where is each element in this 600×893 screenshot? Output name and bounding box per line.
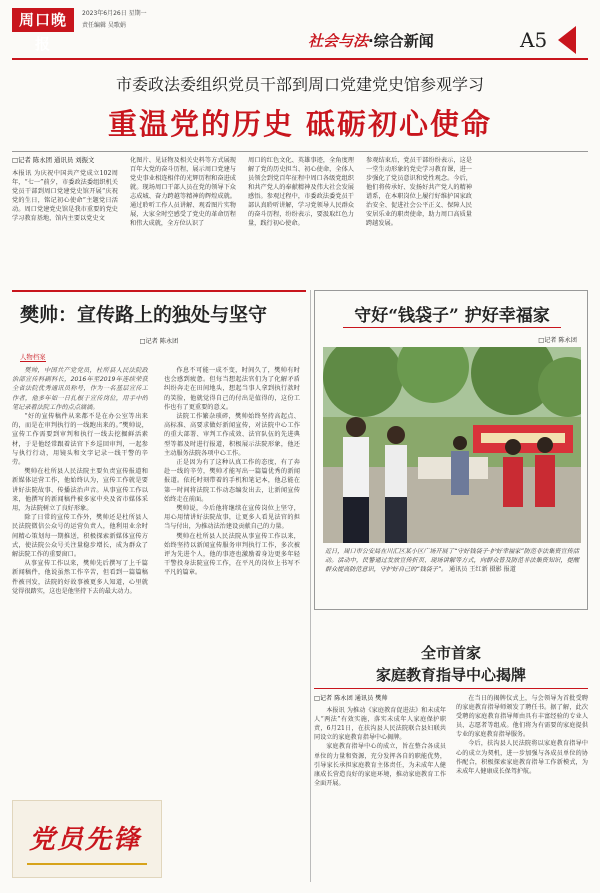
- feature-paragraph: “好的宣传稿件从来都不是在办公室等出来的，而是在审判执行的一线跑出来的。”樊帅说，宣传工作需要到审判和执行一线去挖掘鲜活素材，于是他经常跟着法官下乡巡回审判，一起参与执行行动，用镜头和文字记录一线干警的辛劳。: [12, 413, 148, 467]
- photo-story-title: 守好“钱袋子” 护好幸福家: [354, 306, 550, 326]
- feature-paragraph: 樊帅在杜所县人民法院主要负责宣传报道和新媒体运营工作，他始终认为，宣传工作就是要讲好法院故事、传播法治声音。从事宣传工作以来，他撰写的新闻稿件被多家中央及省市媒体采用，为法院树立了良好形象。: [12, 468, 148, 513]
- newspaper-logo: 周口晚报: [12, 8, 74, 32]
- feature-paragraph: 作息不可能一成不变，时间久了，樊帅有时也会感到疲惫。但每当想起法官们为了化解矛盾纠纷奔走在田间地头，想起当事人拿到执行款时的笑脸，他就觉得自己的付出是值得的，这份工作也有了更重要的意义。: [164, 367, 300, 411]
- feature-paragraph: 樊帅说，今后他将继续在宣传岗位上坚守，用心用情讲好法院故事，让更多人看见法官的担当与付出，为推动法治建设贡献自己的力量。: [164, 505, 300, 531]
- column-divider: [310, 290, 311, 882]
- story-title-line-1: 全市首家: [420, 644, 481, 662]
- feature-paragraph: 樊帅在杜所县人民法院从事宣传工作以来，始终坚持以新闻宣传服务审判执行工作，多次被评为先进个人，他的事迹也激励着身边更多年轻干警投身法院宣传工作，在平凡的岗位上书写不平凡的篇章。: [164, 532, 300, 577]
- lead-column-3: 周口的红色文化、英雄事迹，全角度理解了党的历史担当、初心使命，全体人员领会到党百年征程中周口各级党组织和共产党人的奉献精神及伟大社会发展感悟。参观过程中，市委政法委党员干部认真聆听讲解，学习党领导人民群众的奋斗历程，纷纷表示，要汲取红色力量，践行初心使命。: [248, 157, 354, 227]
- feature-column-2: [164, 366, 300, 878]
- lead-column-4: 参观结束后，党员干部纷纷表示，这是一堂生动形象的党史学习教育课，进一步强化了党员意识和党性观念。今后，他们将传承好、发扬好共产党人的精神谱系，在本职岗位上履行好维护国家政治安全、促进社会公平正义、保障人民安居乐业的职责使命，助力周口高质量跨越发展。: [366, 157, 472, 227]
- feature-header: [12, 290, 306, 330]
- issue-date: 2023年6月26日 星期一: [82, 10, 147, 17]
- chevron-left-icon: [558, 26, 576, 54]
- story-title-rule: [314, 688, 588, 689]
- event-photo-illustration: [323, 347, 581, 543]
- masthead-divider: [12, 58, 588, 60]
- badge-underline: [27, 863, 147, 865]
- feature-title: 樊帅：宣传路上的独处与坚守: [20, 304, 268, 326]
- story-paragraph: 家庭教育指导中心的成立，旨在整合各成员单位的力量和资源，充分发挥各自的职能优势，引导家长承担家庭教育主体责任，为未成年人健康成长营造良好的家庭环境，推动家庭教育工作全面开展。: [314, 743, 446, 787]
- story-paragraph: 本报讯 为推动《家庭教育促进法》和未成年人“两法”有效实施，落实未成年人家庭保护职责，6月21日，在扶沟县人民法院联合县妇联共同设立的家庭教育指导中心揭牌。: [314, 707, 446, 742]
- section-name: [308, 30, 434, 51]
- profile-tag: 人物档案: [20, 353, 46, 361]
- section-prefix: 社会与法: [308, 32, 369, 50]
- story-column-1: [314, 694, 446, 880]
- feature-lead-paragraph: 樊帅，中国共产党党员，杜所县人民法院政治部宣传科副科长，2016年至2019年连续荣获全省法院优秀通讯员称号，作为一名基层宣传工作者，他多年如一日扎根于宣传岗位，用手中的笔记录着法院工作的点点滴滴。: [12, 367, 148, 411]
- feature-paragraph: 法院工作繁杂琐碎，樊帅始终坚持高起点、高标准、高要求做好新闻宣传，对法院中心工作的重大部署、审判工作成效、法官队伍的先进典型等都及时进行报道，积极展示法院形象，他还主动服务法院各项中心工作。: [164, 413, 300, 457]
- lead-kicker: 市委政法委组织党员干部到周口党建党史馆参观学习: [115, 75, 484, 94]
- feature-paragraph: 正是因为有了这种认真工作的态度，有了奔赴一线的辛劳，樊帅才能写出一篇篇优秀的新闻报道。依托时刻带着的手机和笔记本，他总能在第一时间将法院工作动态编发出去，让新闻宣传始终走在前面。: [164, 459, 300, 503]
- editor-line: 责任编辑 吴歌娟: [82, 22, 126, 29]
- photo-story-title-rule: [343, 327, 561, 328]
- photo-story-byline: □记者 陈永团: [538, 337, 577, 344]
- photo-story: [314, 290, 588, 610]
- masthead: [0, 0, 600, 62]
- party-pioneer-badge: [12, 800, 162, 878]
- lead-divider: [12, 151, 588, 152]
- story-paragraph: 在当日的揭牌仪式上，与会领导为首批受聘的家庭教育指导师颁发了聘任书。据了解，此次受聘的家庭教育指导师由具有丰富经验的专业人员、志愿者等组成。他们将为有需要的家庭提供专业的家庭教育指导服务。: [456, 695, 588, 739]
- photo-caption: [325, 547, 579, 574]
- event-photo: [323, 347, 581, 543]
- lead-column-1: [12, 156, 118, 284]
- feature-byline: □记者 陈永团: [139, 338, 179, 345]
- feature-paragraph: 从事宣传工作以来，樊帅先后撰写了上千篇新闻稿件，他说虽然工作辛苦，但看到一篇篇稿件被刊发，法院的好故事被更多人知道，心里就觉得很踏实，这也是他坚持下去的最大动力。: [12, 560, 148, 595]
- feature-paragraph: 除了日常的宣传工作外，樊帅还是杜所县人民法院微信公众号的运营负责人，他利用业余时间精心策划每一期推送，积极探索新媒体宣传方式，使法院公众号关注量稳步增长，成为群众了解法院工作的重要窗口。: [12, 514, 148, 559]
- family-education-story: [314, 618, 588, 882]
- feature-column-1: [12, 366, 148, 796]
- lead-column-2: 化图片、见证物及相关史料等方式展现百年大党的奋斗历程，展示周口党建与党史事业相连相伴的光辉历程和奋进成就。现场周口干部人员在党的领导下众志成城、奋力跨越等精神的辉煌成就。通过聆听工作人员讲解、观看图片实物展，大家全时空感受了党史的革命历程和伟大成就，全方位认识了: [130, 157, 236, 227]
- lead-byline: □记者 陈永团 通讯员 刘振文: [12, 156, 95, 164]
- lead-text-1: 本报讯 为庆祝中国共产党成立102周年，“七一”前夕，市委政法委组织机关党员干部到周口党建党史馆开展“庆祝党的生日，铭记初心使命”主题党日活动。周口党建党史馆是我市重要的党史学习教育基地，馆内主要以党史文: [12, 170, 118, 222]
- photo-caption-text: 近日，周口市公安局在川汇区某小区广场开展了“守好钱袋子·护好幸福家”防范非法集资宣传活动。活动中，民警通过发放宣传折页、现场讲解等方式，向群众普及防范非法集资知识，提醒群众提高防范意识，守护好自己的“钱袋子”。: [325, 548, 579, 573]
- story-paragraph: 今后，扶沟县人民法院将以家庭教育指导中心的成立为契机，进一步加强与各成员单位的协作配合，积极探索家庭教育指导工作新模式，为未成年人健康成长保驾护航。: [456, 740, 588, 775]
- lead-headline: 重温党的历史 砥砺初心使命: [107, 107, 493, 141]
- badge-text: 党员先锋: [29, 825, 142, 855]
- story-byline: □记者 陈永团 通讯员 樊帅: [314, 695, 388, 702]
- story-title-line-2: 家庭教育指导中心揭牌: [375, 666, 526, 684]
- section-suffix: ·综合新闻: [368, 32, 434, 50]
- page-number: A5: [520, 28, 548, 52]
- photo-credit: 通讯员 王红新 摄影 报道: [449, 566, 516, 573]
- feature-story: [12, 290, 306, 882]
- lead-body: [12, 156, 588, 284]
- story-column-2: [456, 694, 588, 880]
